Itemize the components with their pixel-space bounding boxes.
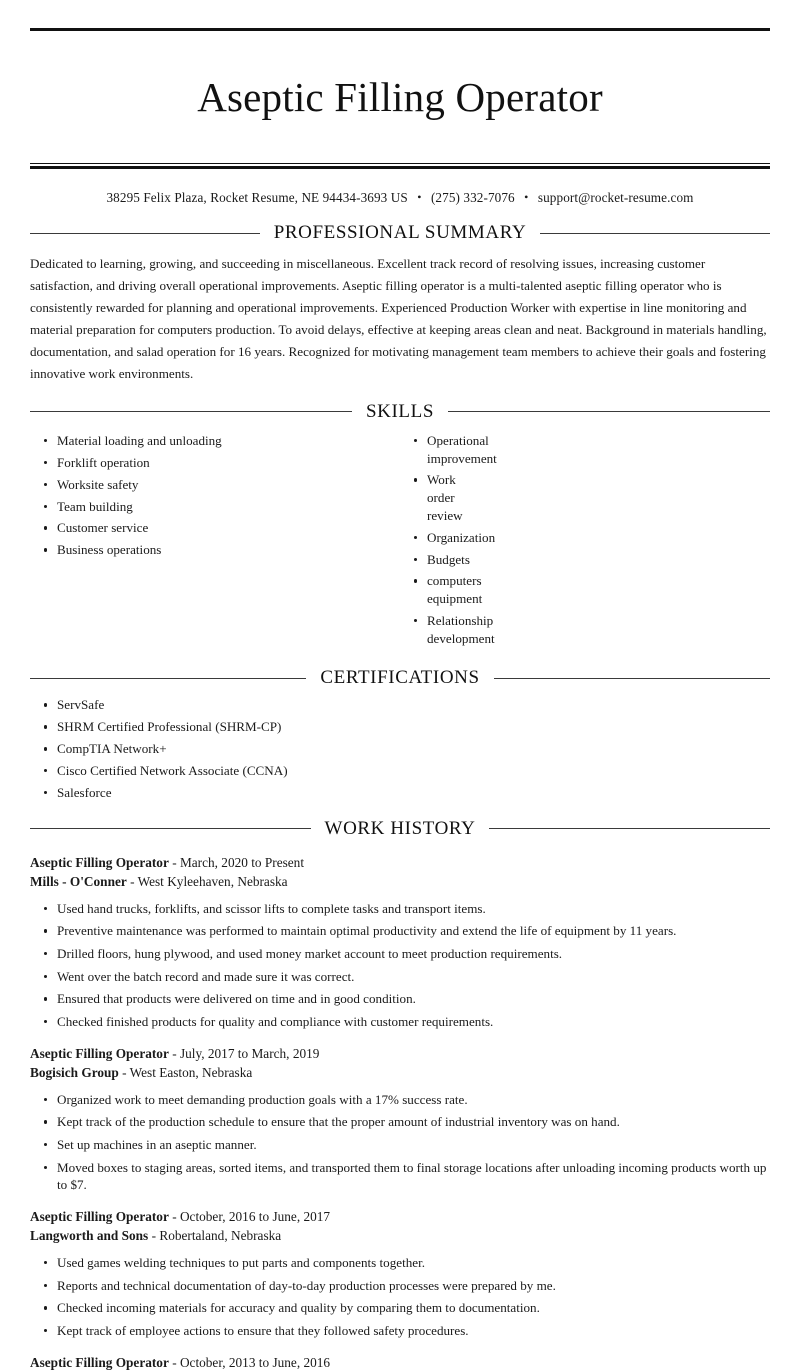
work-company-name: Mills - O'Conner xyxy=(30,873,127,889)
work-company-location: - West Easton, Nebraska xyxy=(122,1064,253,1080)
work-bullets xyxy=(30,1254,770,1340)
section-rule-left xyxy=(30,233,260,234)
list-item: Kept track of employee actions to ensure that they followed safety procedures. xyxy=(30,1322,770,1340)
section-heading-work-history xyxy=(30,818,770,840)
section-title-work-history: WORK HISTORY xyxy=(324,817,476,839)
list-item: Kept track of the production schedule to ensure that the proper amount of industrial inventory was on hand. xyxy=(30,1113,770,1131)
section-rule-right xyxy=(448,411,770,412)
section-rule-right xyxy=(494,678,770,679)
work-entry xyxy=(30,853,770,1031)
list-item: Organization xyxy=(400,529,427,547)
work-company-line xyxy=(30,872,770,891)
list-item: Worksite safety xyxy=(30,476,400,494)
work-entry xyxy=(30,1207,770,1340)
list-item: Checked incoming materials for accuracy and quality by comparing them to documentation. xyxy=(30,1299,770,1317)
work-company-location: - Robertaland, Nebraska xyxy=(151,1227,282,1243)
contact-email[interactable]: support@rocket-resume.com xyxy=(537,190,694,206)
list-item: Material loading and unloading xyxy=(30,432,400,450)
work-bullets xyxy=(30,900,770,1031)
work-job-dates: - October, 2016 to June, 2017 xyxy=(172,1208,331,1224)
work-company-line xyxy=(30,1063,770,1082)
section-title-summary: PROFESSIONAL SUMMARY xyxy=(273,222,527,244)
list-item: Set up machines in an aseptic manner. xyxy=(30,1136,770,1154)
section-heading-summary xyxy=(30,222,770,244)
section-rule-left xyxy=(30,678,306,679)
work-title-line xyxy=(30,853,770,872)
work-job-dates: - October, 2013 to June, 2016 xyxy=(172,1354,331,1370)
list-item: Drilled floors, hung plywood, and used money market account to meet production requirements. xyxy=(30,945,770,963)
section-rule-right xyxy=(489,828,770,829)
list-item: ServSafe xyxy=(30,696,770,714)
work-company-line xyxy=(30,1226,770,1245)
list-item: Team building xyxy=(30,498,400,516)
list-item: Salesforce xyxy=(30,784,770,802)
work-job-dates: - July, 2017 to March, 2019 xyxy=(172,1045,320,1061)
list-item: SHRM Certified Professional (SHRM-CP) xyxy=(30,718,770,736)
work-entry-truncated xyxy=(30,1353,770,1372)
work-company-location: - West Kyleehaven, Nebraska xyxy=(130,873,288,889)
section-rule-left xyxy=(30,411,352,412)
list-item: Preventive maintenance was performed to maintain optimal productivity and extend the life of equipment by 11 years. xyxy=(30,922,770,940)
section-title-certifications: CERTIFICATIONS xyxy=(320,667,480,689)
work-job-dates: - March, 2020 to Present xyxy=(172,854,305,870)
work-title-line xyxy=(30,1044,770,1063)
contact-address: 38295 Felix Plaza, Rocket Resume, NE 94434-3693 US xyxy=(106,190,408,206)
section-rule-right xyxy=(540,233,770,234)
resume-page xyxy=(0,28,800,1370)
work-job-title: Aseptic Filling Operator xyxy=(30,854,169,870)
section-rule-left xyxy=(30,828,311,829)
list-item: Went over the batch record and made sure it was correct. xyxy=(30,968,770,986)
work-title-line xyxy=(30,1353,770,1372)
contact-line xyxy=(30,169,770,206)
skills-list-right xyxy=(400,432,497,647)
list-item: computers equipment xyxy=(400,572,427,607)
work-company-name: Langworth and Sons xyxy=(30,1227,149,1243)
list-item: Used hand trucks, forklifts, and scissor lifts to complete tasks and transport items. xyxy=(30,900,770,918)
list-item: Budgets xyxy=(400,551,427,569)
list-item: Ensured that products were delivered on time and in good condition. xyxy=(30,990,770,1008)
work-job-title: Aseptic Filling Operator xyxy=(30,1045,169,1061)
section-skills xyxy=(30,401,770,652)
work-entry xyxy=(30,1044,770,1194)
list-item: Organized work to meet demanding production goals with a 17% success rate. xyxy=(30,1091,770,1109)
section-professional-summary xyxy=(30,222,770,385)
list-item: Checked finished products for quality and compliance with customer requirements. xyxy=(30,1013,770,1031)
work-bullets xyxy=(30,1091,770,1194)
list-item: Forklift operation xyxy=(30,454,400,472)
work-job-title: Aseptic Filling Operator xyxy=(30,1354,169,1370)
list-item: Operational improvement xyxy=(400,432,427,467)
list-item: Relationship development xyxy=(400,612,427,647)
section-heading-certifications xyxy=(30,667,770,689)
contact-phone[interactable]: (275) 332-7076 xyxy=(430,190,515,206)
list-item: Used games welding techniques to put parts and components together. xyxy=(30,1254,770,1272)
work-title-line xyxy=(30,1207,770,1226)
list-item: Cisco Certified Network Associate (CCNA) xyxy=(30,762,770,780)
list-item: Business operations xyxy=(30,541,400,559)
list-item: Reports and technical documentation of day-to-day production processes were prepared by me. xyxy=(30,1277,770,1295)
certifications-list xyxy=(30,696,770,801)
section-work-history xyxy=(30,818,770,1372)
list-item: Customer service xyxy=(30,519,400,537)
section-title-skills: SKILLS xyxy=(366,400,434,422)
section-heading-skills xyxy=(30,401,770,423)
list-item: Work order review xyxy=(400,471,427,524)
work-company-name: Bogisich Group xyxy=(30,1064,119,1080)
header-top-rule xyxy=(30,28,770,31)
list-item: CompTIA Network+ xyxy=(30,740,770,758)
contact-separator-1: • xyxy=(417,190,422,205)
work-job-title: Aseptic Filling Operator xyxy=(30,1208,169,1224)
contact-separator-2: • xyxy=(524,190,529,205)
list-item: Moved boxes to staging areas, sorted items, and transported them to final storage locations after unloading incoming products worth up to $7. xyxy=(30,1159,770,1194)
summary-text: Dedicated to learning, growing, and succeeding in miscellaneous. Excellent track record of resolving issues, increasing customer satisfaction, and driving overall operational improvements. Aseptic filling operator is a multi-talented aseptic filling operator who is consistently rewarded for planning and operational improvements. Experienced Production Worker with expertise in line monitoring and material preparation for computers production. To avoid delays, effective at keeping areas clean and neat. Background in materials handling, documentation, and salad operation for 16 years. Recognized for motivating management team members to achieve their goals and fostering innovative work environments. xyxy=(30,256,767,381)
section-certifications xyxy=(30,667,770,801)
skills-columns xyxy=(30,425,770,652)
page-title: Aseptic Filling Operator xyxy=(197,74,603,121)
